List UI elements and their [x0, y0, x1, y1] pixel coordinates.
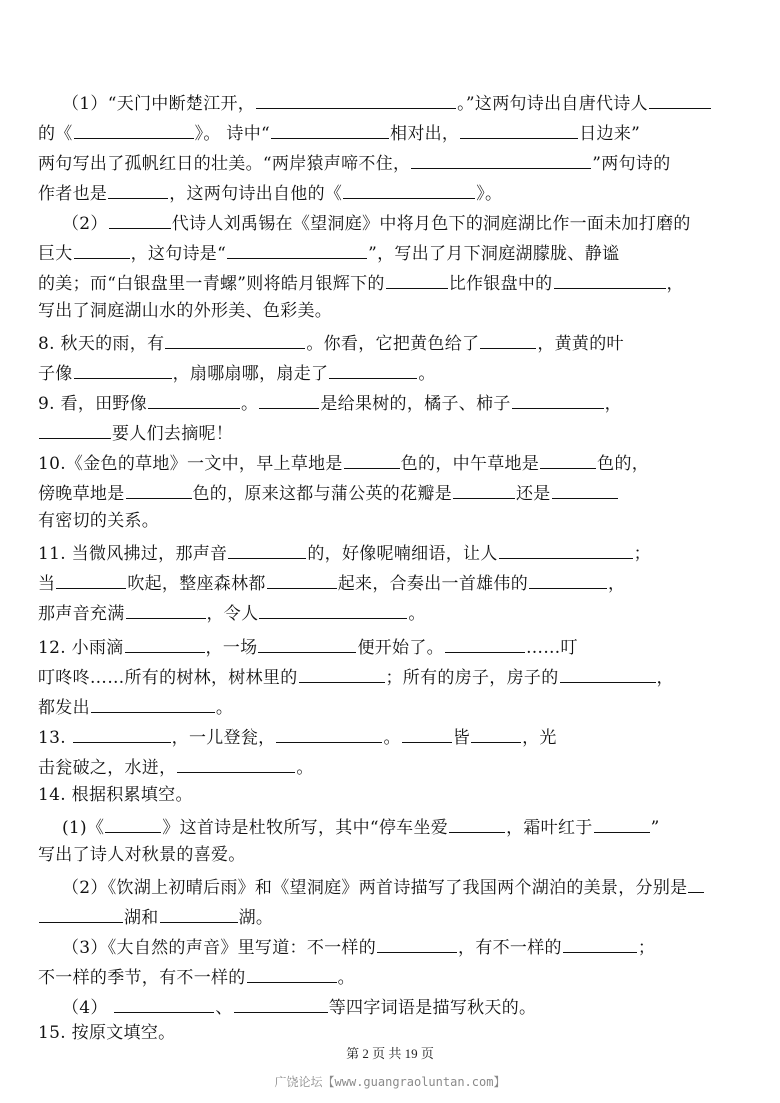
line-text: 9. 看，田野像: [38, 394, 148, 414]
text-line: [38, 386, 742, 416]
line-text: 不一样的季节，有不一样的: [38, 968, 246, 988]
fill-in-blank[interactable]: [540, 446, 596, 469]
fill-in-blank[interactable]: [105, 810, 161, 833]
line-text: 。: [408, 604, 426, 624]
fill-in-blank[interactable]: [73, 720, 171, 743]
fill-in-blank[interactable]: [148, 386, 240, 409]
fill-in-blank[interactable]: [460, 116, 578, 139]
line-text: ”两句诗的: [592, 154, 671, 174]
line-text: 。”这两句诗出自唐代诗人: [457, 94, 648, 114]
fill-in-blank[interactable]: [529, 566, 607, 589]
fill-in-blank[interactable]: [480, 326, 536, 349]
line-text: 。: [383, 728, 401, 748]
text-line: [62, 930, 742, 960]
line-text: 15. 按原文填空。: [38, 1023, 176, 1043]
line-text: 作者也是: [38, 184, 108, 204]
line-text: 巨大: [38, 244, 73, 264]
line-text: 两句写出了孤帆红日的壮美。“两岸猿声啼不住，: [38, 154, 411, 174]
line-text: 10.《金色的草地》一文中，早上草地是: [38, 454, 343, 474]
text-line: [38, 630, 742, 660]
line-text: 。: [418, 364, 436, 384]
fill-in-blank[interactable]: [453, 476, 515, 499]
line-text: 。: [337, 968, 355, 988]
fill-in-blank[interactable]: [688, 870, 704, 893]
line-text: ，: [666, 274, 684, 294]
fill-in-blank[interactable]: [445, 630, 525, 653]
line-text: 色的，: [597, 454, 650, 474]
fill-in-blank[interactable]: [91, 690, 215, 713]
fill-in-blank[interactable]: [552, 476, 618, 499]
text-line: [38, 416, 742, 446]
line-text: 那声音充满: [38, 604, 125, 624]
fill-in-blank[interactable]: [259, 386, 319, 409]
line-text: 的，好像呢喃细语，让人: [307, 544, 498, 564]
text-line: [62, 990, 742, 1020]
text-line: [38, 116, 742, 146]
fill-in-blank[interactable]: [649, 86, 711, 109]
line-text: (1)《: [62, 818, 105, 838]
line-text: 湖和: [124, 908, 159, 928]
line-text: 击瓮破之，水迸，: [38, 758, 177, 778]
fill-in-blank[interactable]: [247, 960, 337, 983]
text-line: [38, 780, 742, 810]
fill-in-blank[interactable]: [343, 176, 475, 199]
fill-in-blank[interactable]: [114, 990, 214, 1013]
text-line: [38, 690, 742, 720]
fill-in-blank[interactable]: [56, 566, 126, 589]
text-line: [38, 506, 742, 536]
line-text: 11. 当微风拂过，那声音: [38, 544, 228, 564]
fill-in-blank[interactable]: [177, 750, 295, 773]
page-number: 第 2 页 共 19 页: [346, 1046, 434, 1061]
fill-in-blank[interactable]: [256, 86, 456, 109]
line-text: 。: [215, 698, 234, 718]
fill-in-blank[interactable]: [267, 566, 337, 589]
text-line: [38, 750, 742, 780]
fill-in-blank[interactable]: [499, 536, 633, 559]
text-line: [62, 870, 742, 900]
text-line: [38, 446, 742, 476]
fill-in-blank[interactable]: [39, 416, 111, 439]
line-text: ”，写出了月下洞庭湖朦胧、静谧: [368, 244, 620, 264]
line-text: ，扇哪扇哪，扇走了: [172, 364, 329, 384]
line-text: 傍晚草地是: [38, 484, 125, 504]
text-line: [38, 596, 742, 626]
fill-in-blank[interactable]: [449, 810, 505, 833]
fill-in-blank[interactable]: [234, 990, 328, 1013]
line-text: 比作银盘中的: [448, 274, 553, 294]
text-line: [38, 146, 742, 176]
line-text: 的美；而“白银盘里一青螺”则将皓月银辉下的: [38, 274, 385, 294]
line-text: 13.: [38, 728, 72, 748]
fill-in-blank[interactable]: [329, 356, 417, 379]
text-line: [38, 660, 742, 690]
line-text: 》。 诗中“: [194, 124, 271, 144]
line-text: 当: [38, 574, 56, 594]
fill-in-blank[interactable]: [594, 810, 650, 833]
line-text: 色的，原来这都与蒲公英的花瓣是: [192, 484, 452, 504]
fill-in-blank[interactable]: [165, 326, 305, 349]
line-text: 是给果树的，橘子、柿子: [320, 394, 511, 414]
line-text: ，: [608, 574, 626, 594]
text-line: [62, 206, 742, 236]
line-text: ，有不一样的: [458, 938, 562, 958]
fill-in-blank[interactable]: [109, 206, 171, 229]
fill-in-blank[interactable]: [411, 146, 591, 169]
fill-in-blank[interactable]: [108, 176, 168, 199]
fill-in-blank[interactable]: [344, 446, 400, 469]
fill-in-blank[interactable]: [39, 900, 123, 923]
line-text: ，一儿登瓮，: [171, 728, 276, 748]
fill-in-blank[interactable]: [74, 236, 130, 259]
line-text: （2）: [62, 214, 108, 234]
fill-in-blank[interactable]: [126, 596, 206, 619]
text-line: [38, 236, 742, 266]
fill-in-blank[interactable]: [271, 116, 389, 139]
line-text: ，: [604, 394, 622, 414]
line-text: ，这句诗是“: [130, 244, 227, 264]
line-text: 要人们去摘呢！: [112, 424, 234, 444]
line-text: 8. 秋天的雨，有: [38, 334, 165, 354]
line-text: 便开始了。: [357, 638, 444, 658]
line-text: 皆: [452, 728, 471, 748]
fill-in-blank[interactable]: [227, 236, 367, 259]
line-text: 湖。: [238, 908, 274, 928]
text-line: [38, 720, 742, 750]
line-text: 起来，合奏出一首雄伟的: [337, 574, 529, 594]
line-text: ，令人: [206, 604, 259, 624]
line-text: ”: [650, 818, 660, 838]
fill-in-blank[interactable]: [74, 116, 194, 139]
line-text: 》。: [476, 184, 503, 204]
text-line: [38, 356, 742, 386]
line-text: 子像: [38, 364, 73, 384]
fill-in-blank[interactable]: [402, 720, 452, 743]
line-text: ，这两句诗出自他的《: [169, 184, 343, 204]
line-text: 吹起，整座森林都: [127, 574, 266, 594]
text-line: [38, 900, 742, 930]
text-line: [38, 176, 742, 206]
line-text: 。: [241, 394, 259, 414]
fill-in-blank[interactable]: [512, 386, 604, 409]
fill-in-blank[interactable]: [258, 630, 356, 653]
line-text: 有密切的关系。: [38, 511, 160, 531]
text-line: [38, 296, 742, 326]
text-line: [38, 566, 742, 596]
text-line: [38, 476, 742, 506]
line-text: 写出了洞庭湖山水的外形美、色彩美。: [38, 301, 333, 321]
line-text: 。你看，它把黄色给了: [306, 334, 480, 354]
fill-in-blank[interactable]: [74, 356, 172, 379]
line-text: 、: [215, 998, 233, 1018]
fill-in-blank[interactable]: [299, 660, 385, 683]
line-text: 的《: [38, 124, 73, 144]
fill-in-blank[interactable]: [160, 900, 238, 923]
text-line: [38, 840, 742, 870]
line-text: ，: [656, 668, 674, 688]
line-text: 都发出: [38, 698, 90, 718]
fill-in-blank[interactable]: [560, 660, 656, 683]
line-text: ；所有的房子，房子的: [385, 668, 559, 688]
line-text: ……叮: [525, 638, 578, 658]
line-text: 14. 根据积累填空。: [38, 785, 193, 805]
fill-in-blank[interactable]: [126, 476, 192, 499]
line-text: 色的，中午草地是: [400, 454, 540, 474]
line-text: 等四字词语是描写秋天的。: [328, 998, 537, 1018]
line-text: ，黄黄的叶: [537, 334, 624, 354]
line-text: 相对出，: [390, 124, 460, 144]
fill-in-blank[interactable]: [276, 720, 382, 743]
text-line: [38, 266, 742, 296]
line-text: 日边来”: [579, 124, 641, 144]
text-line: [38, 960, 742, 990]
fill-in-blank[interactable]: [125, 630, 205, 653]
line-text: 12. 小雨滴: [38, 638, 124, 658]
line-text: 写出了诗人对秋景的喜爱。: [38, 845, 246, 865]
fill-in-blank[interactable]: [228, 536, 306, 559]
fill-in-blank[interactable]: [563, 930, 637, 953]
line-text: 叮咚咚……所有的树林，树林里的: [38, 668, 298, 688]
line-text: ；: [633, 544, 651, 564]
line-text: （2）《饮湖上初晴后雨》和《望洞庭》两首诗描写了我国两个湖泊的美景，分别是: [62, 878, 688, 898]
line-text: 还是: [516, 484, 551, 504]
text-line: [62, 810, 742, 840]
line-text: 》这首诗是杜牧所写，其中“停车坐爱: [162, 818, 449, 838]
line-text: （1）“天门中断楚江开，: [62, 94, 256, 114]
line-text: （3）《大自然的声音》里写道：不一样的: [62, 938, 377, 958]
line-text: 代诗人刘禹锡在《望洞庭》中将月色下的洞庭湖比作一面未加打磨的: [171, 214, 691, 234]
text-line: [62, 86, 742, 116]
fill-in-blank[interactable]: [259, 596, 407, 619]
line-text: ，光: [522, 728, 557, 748]
watermark: 广饶论坛【www.guangraoluntan.com】: [274, 1075, 506, 1089]
fill-in-blank[interactable]: [471, 720, 521, 743]
line-text: ，霜叶红于: [506, 818, 593, 838]
line-text: （4）: [62, 998, 114, 1018]
line-text: 。: [296, 758, 314, 778]
text-line: [38, 536, 742, 566]
line-text: ，一场: [205, 638, 258, 658]
fill-in-blank[interactable]: [386, 266, 448, 289]
fill-in-blank[interactable]: [554, 266, 666, 289]
text-line: [38, 326, 742, 356]
fill-in-blank[interactable]: [377, 930, 457, 953]
line-text: ；: [637, 938, 656, 958]
